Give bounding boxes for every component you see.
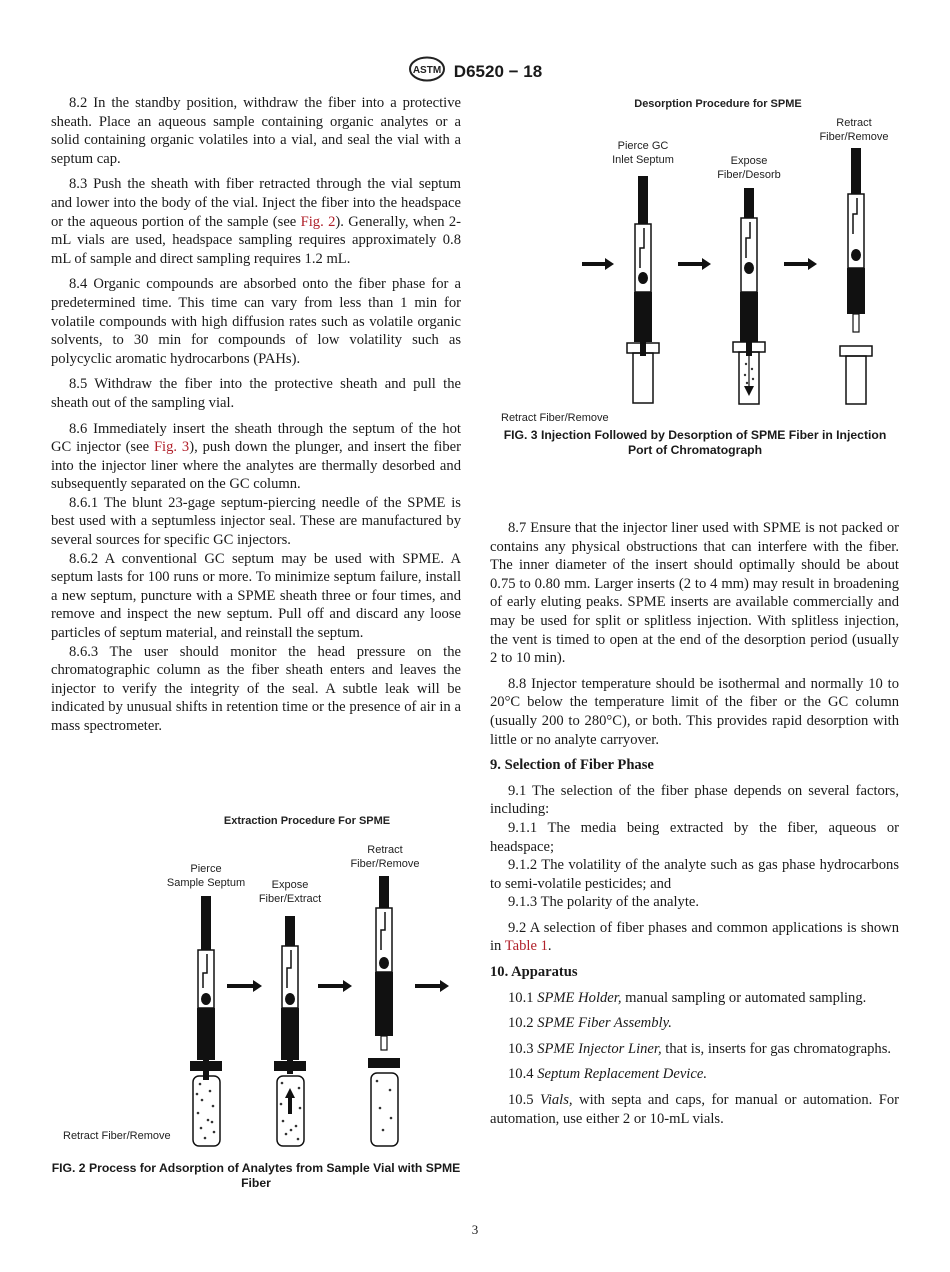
paragraph-10-5: 10.5 Vials, with septa and caps, for manual or automation. For automation, use either 2 or 10-mL vials. bbox=[490, 1092, 900, 1127]
paragraph-8-5: 8.5 Withdraw the fiber into the protective sheath and pull the sheath out of the sampling vial. bbox=[51, 376, 461, 411]
fig3-label-retract-2: Fiber/Remove bbox=[819, 131, 889, 143]
section-10-heading: 10. Apparatus bbox=[490, 964, 578, 981]
fig3-label-retract-1: Retract bbox=[836, 117, 872, 129]
fig2-link[interactable]: Fig. 2 bbox=[300, 213, 336, 230]
fig3-label-pierce-1: Pierce GC bbox=[617, 140, 669, 152]
fig2-label-pierce-2: Sample Septum bbox=[166, 877, 246, 889]
paragraph-9-1-3: 9.1.3 The polarity of the analyte. bbox=[508, 894, 700, 911]
paragraph-8-7: 8.7 Ensure that the injector liner used with SPME is not packed or contains any physical obstructions that can interfere with the fiber. The inner diameter of the insert should optimally should be about 0.75 to 0.80 mm. Larger inserts (2 to 4 mm) may result in broadening of early eluting peaks. SPME inserts are available commercially and may be used for split or splitless injection. With splitless injection, the vent is timed to open at the end of the desorption period (usually 2 to 10 min). bbox=[490, 520, 899, 667]
paragraph-8-8: 8.8 Injector temperature should be isothermal and normally 10 to 20°C below the temperature limit of the fiber or the GC column (usually 200 to 280°C), or both. This provides rapid desorption with little or no analyte carryover. bbox=[490, 675, 899, 748]
fig2-vial3-particles bbox=[376, 1080, 393, 1132]
fig2-label-retract-2: Fiber/Remove bbox=[350, 858, 420, 870]
paragraph-8-4: 8.4 Organic compounds are absorbed onto the fiber phase for a predetermined time. This time can vary from less than 1 min for volatile compounds with high diffusion rates such as volatile organic solvents, to 30 min for compounds of low volatility such as polycyclic aromatic hydrocarbons (PAHs). bbox=[51, 276, 461, 367]
fig2-vial1-particles bbox=[196, 1083, 216, 1140]
figure-2 bbox=[50, 808, 470, 1153]
paragraph-8-6-2: 8.6.2 A conventional GC septum may be used with SPME. A septum lasts for 100 runs or more. To minimize septum failure, install a new septum, puncture with a SPME sheath three or four times, and remove and inspect the new septum. Pull off and discard any loose particles of septum material, and reinstall the septum. bbox=[51, 550, 461, 642]
fig2-label-pierce-1: Pierce bbox=[190, 863, 222, 875]
fig2-arrow-2 bbox=[318, 980, 352, 992]
paragraph-9-1: 9.1 The selection of the fiber phase depends on several factors, including: bbox=[490, 782, 899, 818]
fig3-arrow-1 bbox=[582, 258, 614, 270]
fig3-label-bottom: Retract Fiber/Remove bbox=[501, 412, 609, 424]
astm-logo bbox=[408, 56, 446, 87]
fig2-arrow-3 bbox=[415, 980, 449, 992]
fig2-caption: FIG. 2 Process for Adsorption of Analytes from Sample Vial with SPME Fiber bbox=[51, 1161, 461, 1190]
fig2-label-expose-2: Fiber/Extract bbox=[258, 893, 322, 905]
fig3-device-3 bbox=[840, 148, 872, 404]
fig3-label-expose-1: Expose bbox=[730, 155, 768, 167]
section-9-heading: 9. Selection of Fiber Phase bbox=[490, 757, 654, 774]
paragraph-10-3: 10.3 SPME Injector Liner, that is, inserts for gas chromatographs. bbox=[508, 1040, 892, 1057]
fig2-label-bottom: Retract Fiber/Remove bbox=[63, 1130, 171, 1142]
right-column bbox=[490, 519, 899, 1135]
paragraph-8-6: 8.6 Immediately insert the sheath through the septum of the hot GC injector (see Fig. 3), push down the plunger, and insert the fiber into the injector liner where the analytes are thermally desorbed and subsequently separated on the GC column. bbox=[51, 420, 461, 493]
page-number: 3 bbox=[471, 1222, 479, 1237]
fig2-device-2 bbox=[274, 916, 306, 1146]
fig3-title: Desorption Procedure for SPME bbox=[634, 98, 802, 110]
fig2-label-retract-1: Retract bbox=[367, 844, 403, 856]
fig2-device-3 bbox=[368, 876, 400, 1146]
fig3-device-1 bbox=[627, 176, 659, 403]
figure-3 bbox=[490, 88, 902, 428]
paragraph-9-1-1: 9.1.1 The media being extracted by the fiber, aqueous or headspace; bbox=[490, 819, 899, 855]
fig3-link[interactable]: Fig. 3 bbox=[153, 439, 190, 456]
paragraph-10-1: 10.1 SPME Holder, manual sampling or automated sampling. bbox=[508, 989, 867, 1006]
fig2-arrow-1 bbox=[227, 980, 262, 992]
fig3-caption: FIG. 3 Injection Followed by Desorption of SPME Fiber in Injection Port of Chromatograph bbox=[503, 428, 887, 457]
paragraph-9-2: 9.2 A selection of fiber phases and common applications is shown in Table 1. bbox=[490, 919, 899, 955]
fig3-label-pierce-2: Inlet Septum bbox=[612, 154, 674, 166]
paragraph-8-6-3: 8.6.3 The user should monitor the head pressure on the chromatographic column as the fiber sheath enters and leaves the injector to verify the integrity of the seal. A subtle leak will be indicated by unusual shifts in retention time or the presence of air in a mass spectrometer. bbox=[51, 643, 461, 734]
table1-link[interactable]: Table 1 bbox=[504, 938, 548, 955]
fig3-label-expose-2: Fiber/Desorb bbox=[717, 169, 781, 181]
page-header bbox=[0, 56, 950, 87]
fig2-label-expose-1: Expose bbox=[271, 879, 309, 891]
paragraph-10-4: 10.4 Septum Replacement Device. bbox=[508, 1066, 707, 1083]
fig3-device-2 bbox=[733, 188, 765, 404]
paragraph-8-2: 8.2 In the standby position, withdraw the fiber into a protective sheath. Place an aqueous sample containing organic analytes or a solid containing organic volatiles into a vial, and seal the vial with a septum cap. bbox=[51, 95, 461, 167]
fig2-title: Extraction Procedure For SPME bbox=[223, 815, 391, 827]
paragraph-9-1-2: 9.1.2 The volatility of the analyte such as gas phase hydrocarbons to semi-volatile pesticides; and bbox=[490, 857, 899, 892]
fig2-device-1 bbox=[190, 896, 222, 1146]
fig3-arrow-2 bbox=[678, 258, 711, 270]
paragraph-8-3: 8.3 Push the sheath with fiber retracted through the vial septum and lower into the body of the vial. Inject the fiber into the headspace or the aqueous portion of the sample (see Fig. 2). Generally, when 2-mL vials are used, headspace sampling requires approximately 0.8 mL of sample and direct sampling requires 1.2 mL. bbox=[51, 176, 462, 267]
paragraph-10-2: 10.2 SPME Fiber Assembly. bbox=[508, 1015, 672, 1032]
svg-text:ASTM: ASTM bbox=[412, 65, 441, 76]
document-number: D6520 − 18 bbox=[453, 61, 543, 81]
fig3-arrow-3 bbox=[784, 258, 817, 270]
left-column bbox=[51, 94, 461, 736]
paragraph-8-6-1: 8.6.1 The blunt 23-gage septum-piercing needle of the SPME is best used with a septumless injector seal. These are manufactured by several sources for specific GC injectors. bbox=[51, 494, 461, 549]
